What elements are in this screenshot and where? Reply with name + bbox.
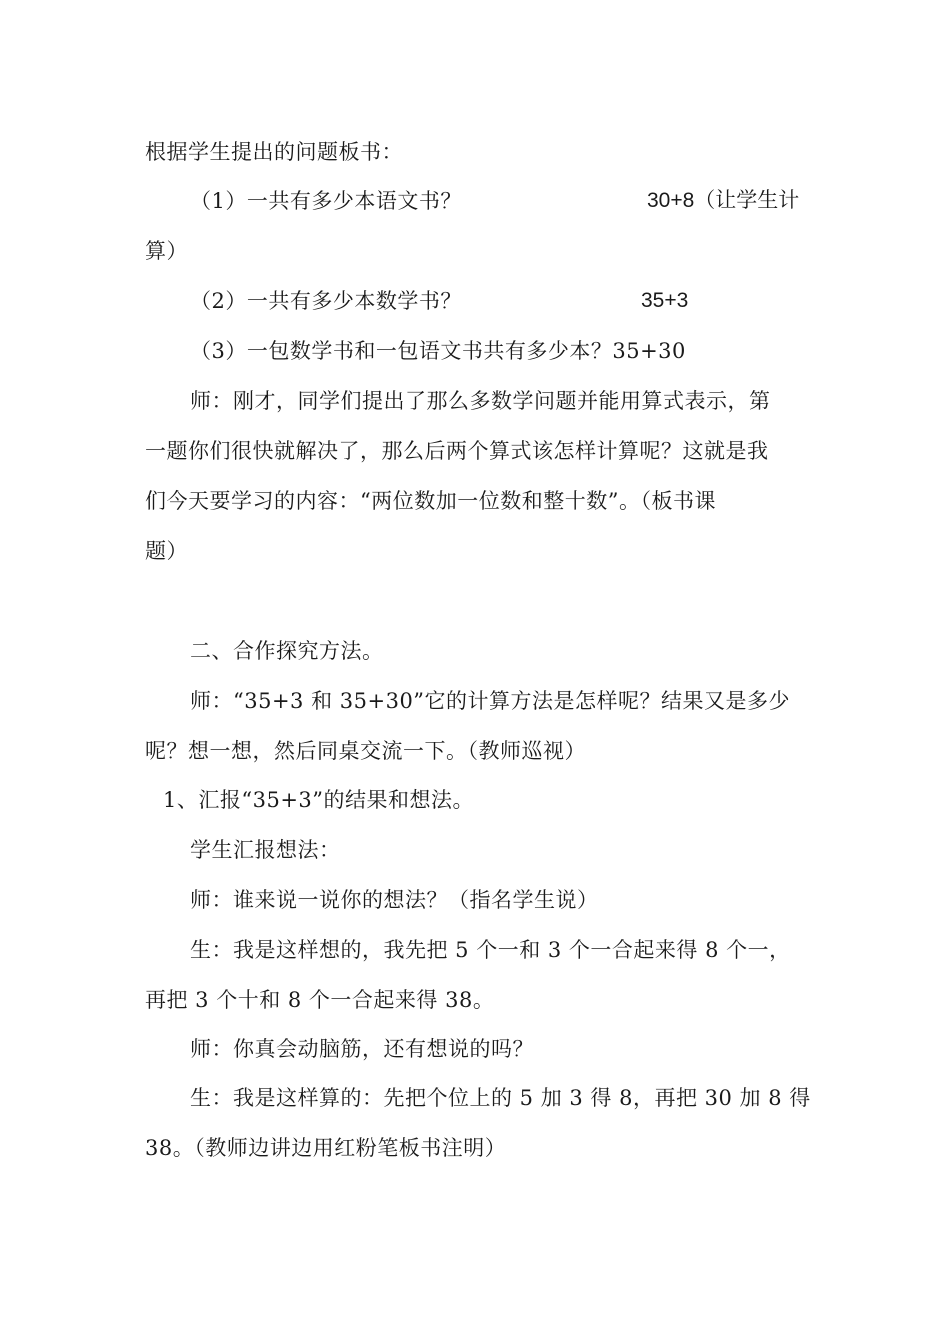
paragraph-line: 题） xyxy=(145,539,188,563)
paragraph-line: 生：我是这样算的：先把个位上的 5 加 3 得 8，再把 30 加 8 得 xyxy=(190,1086,811,1110)
question-1-answer-cont: 算） xyxy=(145,239,188,263)
paragraph-line: 师：刚才，同学们提出了那么多数学问题并能用算式表示，第 xyxy=(190,389,771,413)
paragraph-line: 再把 3 个十和 8 个一合起来得 38。 xyxy=(145,988,495,1012)
paragraph-line: 师：谁来说一说你的想法？（指名学生说） xyxy=(190,888,599,912)
section-heading: 二、合作探究方法。 xyxy=(190,639,384,663)
question-3: （3）一包数学书和一包语文书共有多少本？35+30 xyxy=(190,339,686,363)
paragraph-line: 生：我是这样想的，我先把 5 个一和 3 个一合起来得 8 个一， xyxy=(190,938,791,962)
paragraph-line: 一题你们很快就解决了，那么后两个算式该怎样计算呢？这就是我 xyxy=(145,439,769,463)
question-2: （2）一共有多少本数学书？ xyxy=(190,289,462,313)
paragraph-line: 38。（教师边讲边用红粉笔板书注明） xyxy=(145,1136,507,1160)
question-2-answer: 35+3 xyxy=(641,289,689,312)
paragraph-line: 呢？想一想，然后同桌交流一下。（教师巡视） xyxy=(145,739,586,763)
paragraph-line: 学生汇报想法： xyxy=(190,838,341,862)
paragraph-line: 们今天要学习的内容：“两位数加一位数和整十数”。（板书课 xyxy=(145,489,716,513)
question-1: （1）一共有多少本语文书？ xyxy=(190,189,462,213)
paragraph-line: 师：你真会动脑筋，还有想说的吗？ xyxy=(190,1037,534,1061)
subsection-heading: 1、汇报“35+3”的结果和想法。 xyxy=(163,788,475,812)
intro-line: 根据学生提出的问题板书： xyxy=(145,140,403,164)
question-1-answer: 30+8（让学生计 xyxy=(647,189,800,212)
paragraph-line: 师：“35+3 和 35+30”它的计算方法是怎样呢？结果又是多少 xyxy=(190,689,791,713)
